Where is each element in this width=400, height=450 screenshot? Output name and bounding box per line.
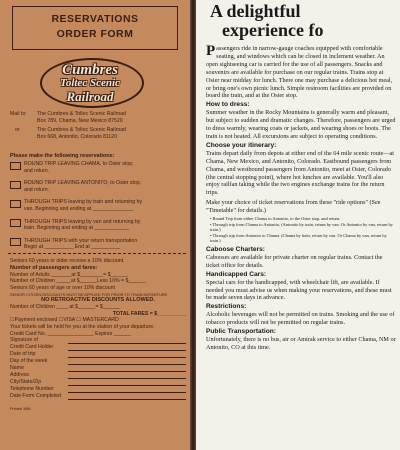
- field-line[interactable]: [68, 344, 186, 351]
- field-label: Name: [10, 365, 24, 372]
- credit-card-line[interactable]: Credit Card No. ________________ Expires ______: [10, 330, 132, 337]
- section-heading: Restrictions:: [206, 303, 247, 311]
- field-line[interactable]: [68, 351, 186, 358]
- total-fares[interactable]: TOTAL FARES = $__________: [112, 310, 186, 317]
- payment-line[interactable]: ☐Payment enclosed ☐VISA ☐ MASTERCARD: [10, 317, 119, 324]
- trip-option: [10, 161, 186, 174]
- field-label: Date of trip: [10, 351, 36, 358]
- section-text: Alcoholic beverages will not be permitted on trains. Smoking and the use of tobacco products will not be permitted on regular trains.: [206, 311, 395, 327]
- fare-line: Seniors 60 years of age or over 10% discount: [10, 284, 115, 291]
- logo-line-1: Cumbres: [62, 62, 118, 78]
- info-title: [210, 2, 323, 40]
- option-text: and return.: [24, 167, 50, 174]
- trip-option-checkbox[interactable]: [10, 219, 21, 227]
- ride-options-list: [210, 216, 396, 244]
- form-field[interactable]: [10, 337, 186, 344]
- form-field[interactable]: [10, 365, 186, 372]
- field-line[interactable]: [68, 337, 186, 344]
- form-field[interactable]: [10, 386, 186, 393]
- field-label: Address: [10, 372, 30, 379]
- mail-to-block: [10, 111, 185, 140]
- header-line-2: ORDER FORM: [56, 28, 134, 40]
- section-text: Trains depart daily from depots at either end of the 64 mile scenic route—at Chama, New Mexico, and Antonito, Colorado. Eastbound passengers from Chama, and westbound passengers from Antonito, meet at Osier, Colorado (the central stopping point), where hot lunches are available. You'll also enjoy railfan taking while the two engines exchange trains for the return trips.: [206, 149, 394, 197]
- bullet-item: • Round Trip from either Chama to Antonito, to the Osier stop, and return.: [210, 216, 341, 222]
- trip-option-checkbox[interactable]: [10, 200, 21, 208]
- address1-line2: Box 789, Chama, New Mexico 87520: [37, 117, 123, 124]
- section-text: Cabooses are available for private charter on regular trains. Contact the ticket office for details.: [206, 253, 383, 269]
- option-text: train. Beginning and ending at ____________: [24, 225, 129, 232]
- children-line[interactable]: Number of Children ____ at $______= $______: [10, 304, 121, 311]
- intro-paragraph: [206, 45, 396, 100]
- field-line[interactable]: [68, 358, 186, 365]
- fare-line[interactable]: Number of Adults _______at $________= $______: [10, 271, 128, 278]
- field-line[interactable]: [68, 386, 186, 393]
- field-label: City/State/Zip: [10, 379, 42, 386]
- section-heading: Caboose Charters:: [206, 246, 265, 253]
- bullet-item: • Through trip from Antonito to Chama. (Chama by train, return by van. Or Chama by van, return by train.): [210, 232, 387, 244]
- info-panel: [196, 0, 400, 450]
- section-heading: Choose your itinerary:: [206, 141, 277, 149]
- option-text: ROUND TRIP LEAVING ANTONITO, to Osier stop,: [24, 180, 142, 187]
- order-form-panel: [0, 0, 190, 450]
- drop-cap: P: [206, 43, 216, 59]
- order-form-header: [12, 6, 178, 50]
- no-refund-notice: NO RETROACTIVE DISCOUNTS ALLOWED.: [41, 297, 155, 304]
- senior-fine-print: SENIOR CITIZEN DISCOUNTS MUST BE APPLIED FOR PRIOR TO TRAIN DEPARTURE: [10, 291, 168, 297]
- passengers-heading: Number of passengers and fares:: [10, 264, 98, 271]
- field-label: Date Form Completed: [10, 393, 62, 400]
- field-label: Telephone Number: [10, 386, 54, 393]
- trip-options: [10, 161, 186, 257]
- field-line[interactable]: [68, 365, 186, 372]
- senior-note: Seniors 60 years or older receive a 10% discount.: [10, 258, 125, 264]
- section-text: Summer weather in the Rocky Mountains is generally warm and pleasant, but subject to sudden and dramatic changes. Therefore, passengers are urged to dress warmly, wearing coats or jackets, and wearing shoes or boots. The train is not heated. All excursions are subject to operating conditions.: [206, 109, 396, 140]
- printed-date: Printed 3/86: [10, 407, 31, 412]
- address2-line1: The Cumbres & Toltec Scenic Railroad: [37, 127, 126, 134]
- section-heading: Handicapped Cars:: [206, 270, 267, 278]
- reservation-instruction: Please make the following reservations:: [10, 153, 115, 159]
- trip-option: [10, 199, 186, 212]
- mail-to-label: Mail to:: [10, 111, 27, 117]
- trip-option: [10, 238, 186, 251]
- form-field[interactable]: [10, 393, 186, 400]
- field-line[interactable]: [68, 379, 186, 386]
- option-text: THROUGH TRIPS leaving by van and returning by: [24, 218, 141, 225]
- form-field[interactable]: [10, 358, 186, 365]
- option-text: Begin at __________ End at __________: [24, 244, 121, 251]
- ticket-note: Your tickets will be held for you at the station of your departure.: [10, 324, 155, 331]
- divider: [8, 253, 186, 254]
- trip-option: [10, 180, 186, 193]
- trip-option-checkbox[interactable]: [10, 238, 21, 246]
- option-text: ROUND TRIP LEAVING CHAMA, to Osier stop,: [24, 161, 134, 167]
- section-text: Unfortunately, there is no bus, air or Amtrak service to either Chama, NM or Antonito, CO at this time.: [206, 335, 396, 351]
- field-line[interactable]: [68, 372, 186, 379]
- field-label: Signature of: [10, 337, 38, 344]
- field-label: Day of the week: [10, 358, 48, 365]
- bullet-item: • Through trip from Chama to Antonito, (Antonito by train, return by van. Or Antonito by van, return by train.): [210, 221, 393, 233]
- info-body: [206, 45, 396, 352]
- passenger-fare-form: [10, 258, 186, 413]
- title-line-1: A delightful: [210, 1, 301, 21]
- or-label: or: [15, 127, 20, 134]
- title-line-2: experience fo: [222, 20, 324, 40]
- form-field[interactable]: [10, 344, 186, 351]
- fare-line[interactable]: Number of Children _____at $______Less 10% = $______: [10, 278, 146, 285]
- form-field[interactable]: [10, 379, 186, 386]
- option-text: and return.: [24, 186, 50, 193]
- section-heading: How to dress:: [206, 101, 250, 109]
- section-heading: Public Transportation:: [206, 328, 276, 336]
- section-text: Make your choice of ticket reservations from these "ride options" (See "Timetable" for details.): [206, 199, 381, 215]
- intro-text: assengers ride in narrow-gauge coaches equipped with comfortable seating, and windows which can be closed in inclement weather. An open sightseeing car is carried for the use of all passengers. Snacks and souvenirs are available for purchase on our regular trains. Trains stop at Osier near midday for lunch. There one may purchase a delicious hot meal, or bring one's own picnic lunch. Simple restroom facilities are provided on board the train, and at the Osier stop.: [206, 45, 393, 100]
- option-text: THROUGH TRIPS leaving by train and returning by: [24, 199, 143, 206]
- section-text: Special cars for the handicapped, with wheelchair lift, are available. If needed you must advise us when making your reservations, and these must be made seven days in advance.: [206, 278, 392, 302]
- logo-line-3: Railroad: [66, 89, 114, 104]
- railroad-logo: [36, 56, 144, 108]
- trip-option: [10, 219, 186, 232]
- field-line[interactable]: [68, 393, 186, 400]
- address2-line2: Box 668, Antonito, Colorado 81120: [37, 133, 118, 140]
- address1-line1: The Cumbres & Toltec Scenic Railroad: [37, 111, 126, 117]
- header-line-1: RESERVATIONS: [51, 13, 139, 25]
- form-field[interactable]: [10, 351, 186, 358]
- form-field[interactable]: [10, 372, 186, 379]
- logo-line-2: Toltec Scenic: [60, 77, 120, 89]
- field-label: Credit Card Holder: [10, 344, 54, 351]
- trip-option-checkbox[interactable]: [10, 162, 21, 170]
- option-text: THROUGH TRIPS with your return transportation: [24, 237, 138, 244]
- trip-option-checkbox[interactable]: [10, 181, 21, 189]
- option-text: van. Beginning and ending at ______________: [24, 205, 134, 212]
